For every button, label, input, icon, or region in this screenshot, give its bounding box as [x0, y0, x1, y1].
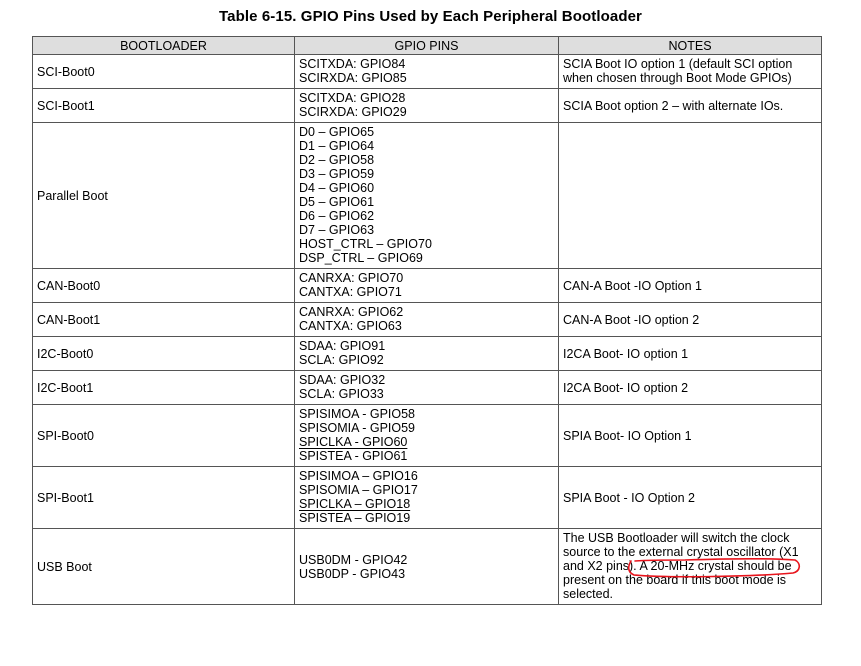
- pin-line: SCLA: GPIO92: [299, 353, 384, 367]
- bootloader-cell: SCI-Boot0: [33, 55, 295, 89]
- table-row: [33, 371, 822, 405]
- gpio-pins-cell: [295, 371, 559, 405]
- notes-cell: [559, 89, 822, 123]
- pin-line: DSP_CTRL – GPIO69: [299, 251, 423, 265]
- pin-line: SCITXDA: GPIO28: [299, 91, 406, 105]
- table-row: [33, 467, 822, 529]
- pin-line: SPICLKA – GPIO18: [299, 497, 411, 511]
- pin-line: D1 – GPIO64: [299, 139, 375, 153]
- notes-cell: [559, 371, 822, 405]
- pin-line: SDAA: GPIO32: [299, 373, 386, 387]
- bootloader-cell: SCI-Boot1: [33, 89, 295, 123]
- note-line: and X2 pins). A 20-MHz crystal should be: [563, 559, 792, 573]
- note-line: when chosen through Boot Mode GPIOs): [563, 71, 792, 85]
- note-line: SPIA Boot - IO Option 2: [563, 490, 696, 505]
- pin-line: D3 – GPIO59: [299, 167, 375, 181]
- note-line: selected.: [563, 587, 614, 601]
- note-line: CAN-A Boot -IO Option 1: [563, 278, 702, 293]
- table-row: [33, 303, 822, 337]
- table-row: [33, 123, 822, 269]
- notes-cell: [559, 55, 822, 89]
- notes-cell: [559, 529, 822, 605]
- gpio-pins-cell: [295, 467, 559, 529]
- pin-line: SCITXDA: GPIO84: [299, 57, 406, 71]
- table-row: [33, 405, 822, 467]
- note-line: SCIA Boot option 2 – with alternate IOs.: [563, 98, 784, 113]
- pin-line: HOST_CTRL – GPIO70: [299, 237, 432, 251]
- gpio-pins-cell: [295, 269, 559, 303]
- notes-cell: [559, 405, 822, 467]
- notes-cell: [559, 123, 822, 269]
- pin-line: USB0DP - GPIO43: [299, 566, 406, 581]
- pin-line: D6 – GPIO62: [299, 209, 375, 223]
- note-line: SCIA Boot IO option 1 (default SCI option: [563, 57, 793, 71]
- bootloader-cell: SPI-Boot1: [33, 467, 295, 529]
- header-bootloader: BOOTLOADER: [33, 37, 295, 55]
- note-line: I2CA Boot- IO option 1: [563, 346, 689, 361]
- table-caption: Table 6-15. GPIO Pins Used by Each Peripheral Bootloader: [219, 8, 642, 25]
- pin-line: CANRXA: GPIO70: [299, 271, 404, 285]
- note-line: CAN-A Boot -IO option 2: [563, 312, 700, 327]
- bootloader-cell: I2C-Boot1: [33, 371, 295, 405]
- pin-line: D2 – GPIO58: [299, 153, 375, 167]
- note-line: present on the board if this boot mode is: [563, 573, 787, 587]
- pin-line: D7 – GPIO63: [299, 223, 375, 237]
- gpio-pins-cell: [295, 55, 559, 89]
- notes-cell: [559, 337, 822, 371]
- gpio-pins-cell: [295, 405, 559, 467]
- gpio-bootloader-table: [32, 36, 822, 605]
- bootloader-cell: SPI-Boot0: [33, 405, 295, 467]
- gpio-pins-cell: [295, 529, 559, 605]
- table-row: [33, 89, 822, 123]
- pin-line: USB0DM - GPIO42: [299, 552, 408, 567]
- pin-line: SPISOMIA – GPIO17: [299, 483, 418, 497]
- gpio-pins-cell: [295, 303, 559, 337]
- note-line: SPIA Boot- IO Option 1: [563, 428, 692, 443]
- gpio-pins-cell: [295, 337, 559, 371]
- header-notes: NOTES: [559, 37, 822, 55]
- pin-line: CANTXA: GPIO71: [299, 285, 402, 299]
- pin-line: D0 – GPIO65: [299, 125, 375, 139]
- bootloader-cell: I2C-Boot0: [33, 337, 295, 371]
- pin-line: SPISIMOA - GPIO58: [299, 407, 416, 421]
- bootloader-cell: CAN-Boot0: [33, 269, 295, 303]
- bootloader-cell: USB Boot: [33, 529, 295, 605]
- notes-cell: [559, 467, 822, 529]
- gpio-pins-cell: [295, 89, 559, 123]
- note-line: source to the external crystal oscillator (X1: [563, 545, 799, 559]
- pin-line: SCLA: GPIO33: [299, 387, 384, 401]
- header-gpio-pins: GPIO PINS: [295, 37, 559, 55]
- table-row: [33, 529, 822, 605]
- pin-line: SPICLKA - GPIO60: [299, 435, 408, 449]
- notes-cell: [559, 269, 822, 303]
- note-line: I2CA Boot- IO option 2: [563, 380, 689, 395]
- note-line: The USB Bootloader will switch the clock: [563, 531, 790, 545]
- gpio-pins-cell: [295, 123, 559, 269]
- pin-line: SPISTEA - GPIO61: [299, 449, 408, 463]
- pin-line: CANTXA: GPIO63: [299, 319, 402, 333]
- notes-cell: [559, 303, 822, 337]
- pin-line: D5 – GPIO61: [299, 195, 375, 209]
- table-row: [33, 55, 822, 89]
- pin-line: SCIRXDA: GPIO29: [299, 105, 407, 119]
- table-row: [33, 269, 822, 303]
- table-row: [33, 337, 822, 371]
- pin-line: SPISTEA – GPIO19: [299, 511, 411, 525]
- pin-line: SCIRXDA: GPIO85: [299, 71, 407, 85]
- pin-line: CANRXA: GPIO62: [299, 305, 404, 319]
- pin-line: D4 – GPIO60: [299, 181, 375, 195]
- bootloader-cell: CAN-Boot1: [33, 303, 295, 337]
- pin-line: SDAA: GPIO91: [299, 339, 386, 353]
- pin-line: SPISIMOA – GPIO16: [299, 469, 418, 483]
- bootloader-cell: Parallel Boot: [33, 123, 295, 269]
- header-row: [33, 37, 822, 55]
- pin-line: SPISOMIA - GPIO59: [299, 421, 416, 435]
